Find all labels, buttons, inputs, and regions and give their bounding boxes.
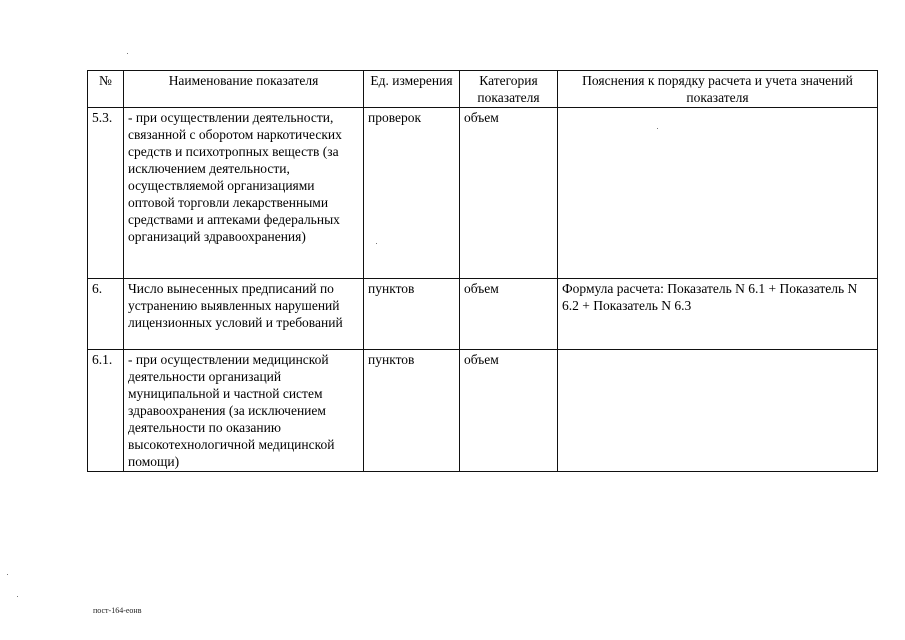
table-row: [88, 350, 878, 472]
header-name: Наименование показателя: [124, 71, 364, 108]
scan-speck: [376, 243, 377, 244]
table-header-row: [88, 71, 878, 108]
scan-speck: [17, 596, 18, 597]
row-name: - при осуществлении деятельности, связанной с оборотом наркотических средств и психотропных веществ (за исключением деятельности, осуществляемой организациями оптовой торговли лекарственными средствами и аптеками федеральных организаций здравоохранения): [124, 108, 364, 279]
row-category: объем: [460, 350, 558, 472]
header-notes: Пояснения к порядку расчета и учета значений показателя: [558, 71, 878, 108]
row-name: - при осуществлении медицинской деятельности организаций муниципальной и частной систем здравоохранения (за исключением деятельности по оказанию высокотехнологичной медицинской помощи): [124, 350, 364, 472]
scan-speck: [657, 128, 658, 129]
scan-speck: [127, 53, 128, 54]
row-notes: [558, 350, 878, 472]
row-unit: пунктов: [364, 279, 460, 350]
header-category: Категория показателя: [460, 71, 558, 108]
row-unit: пунктов: [364, 350, 460, 472]
table-row: [88, 108, 878, 279]
table-row: [88, 279, 878, 350]
row-num: 5.3.: [88, 108, 124, 279]
row-num: 6.1.: [88, 350, 124, 472]
row-notes: [558, 108, 878, 279]
indicators-table: [87, 70, 878, 472]
row-name: Число вынесенных предписаний по устранению выявленных нарушений лицензионных условий и требований: [124, 279, 364, 350]
footer-reference: пост-164-еонв: [93, 606, 142, 615]
row-unit: проверок: [364, 108, 460, 279]
row-category: объем: [460, 108, 558, 279]
header-unit: Ед. измерения: [364, 71, 460, 108]
header-num: №: [88, 71, 124, 108]
scan-speck: [7, 574, 8, 575]
row-category: объем: [460, 279, 558, 350]
row-notes: Формула расчета: Показатель N 6.1 + Показатель N 6.2 + Показатель N 6.3: [558, 279, 878, 350]
row-num: 6.: [88, 279, 124, 350]
